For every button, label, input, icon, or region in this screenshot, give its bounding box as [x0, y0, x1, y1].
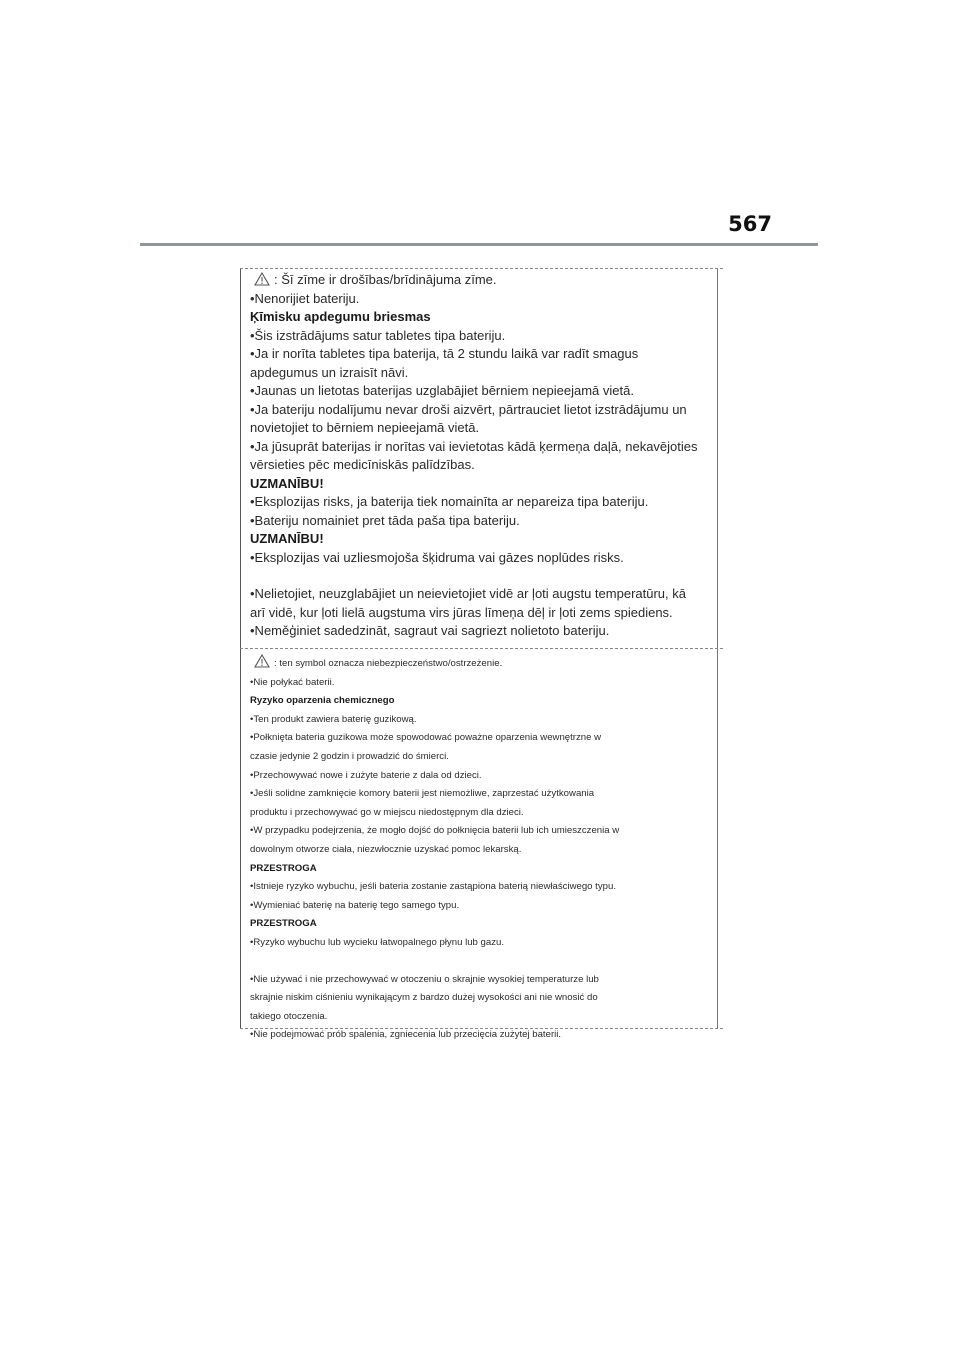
polish-text-line: •Nie podejmować prób spalenia, zgniecenia lub przecięcia zużytej baterii.	[250, 1029, 562, 1041]
frame-section-divider	[240, 648, 723, 649]
header-rule	[140, 243, 818, 246]
latvian-warning-section	[250, 271, 710, 641]
polish-heading-line: PRZESTROGA	[250, 862, 317, 874]
latvian-heading-line: UZMANĪBU!	[250, 531, 324, 546]
latvian-text-line: •Jaunas un lietotas baterijas uzglabājiet bērniem nepieejamā vietā.	[250, 383, 634, 398]
latvian-text-line: •Eksplozijas vai uzliesmojoša šķidruma vai gāzes noplūdes risks.	[250, 549, 624, 565]
polish-text-line: •Połknięta bateria guzikowa może spowodować poważne oparzenia wewnętrzne w	[250, 732, 602, 744]
polish-text-line: •Istnieje ryzyko wybuchu, jeśli bateria zostanie zastąpiona baterią niewłaściwego typu.	[250, 881, 616, 893]
polish-heading-line: Ryzyko oparzenia chemicznego	[250, 695, 395, 707]
polish-symbol-note	[250, 654, 710, 674]
polish-symbol-note-text: : ten symbol oznacza niebezpieczeństwo/ostrzeżenie.	[274, 658, 503, 669]
polish-text-line: •Nie używać i nie przechowywać w otoczeniu o skrajnie wysokiej temperaturze lub	[250, 973, 599, 985]
latvian-heading-line: Ķīmisku apdegumu briesmas	[250, 309, 431, 324]
polish-text-line: takiego otoczenia.	[250, 1010, 328, 1022]
polish-text-line: produktu i przechowywać go w miejscu niedostępnym dla dzieci.	[250, 806, 524, 818]
polish-warning-section	[250, 654, 710, 1045]
latvian-text-line: •Ja jūsuprāt baterijas ir norītas vai ievietotas kādā ķermeņa daļā, nekavējoties	[250, 438, 698, 454]
latvian-text-line: arī vidē, kur ļoti lielā augstuma virs jūras līmeņa dēļ ir ļoti zems spiediens.	[250, 604, 673, 620]
latvian-text-line: •Šis izstrādājums satur tabletes tipa bateriju.	[250, 327, 506, 343]
polish-text-line: •Przechowywać nowe i zużyte baterie z dala od dzieci.	[250, 769, 482, 781]
polish-text-line: skrajnie niskim ciśnieniu wynikającym z bardzo dużej wysokości ani nie wnosić do	[250, 992, 598, 1004]
latvian-text-line: •Bateriju nomainiet pret tāda paša tipa bateriju.	[250, 512, 520, 528]
latvian-text-line: •Neměģiniet sadedzināt, sagraut vai sagriezt nolietoto bateriju.	[250, 623, 610, 638]
latvian-text-line: •Eksplozijas risks, ja baterija tiek nomainīta ar nepareiza tipa bateriju.	[250, 494, 649, 509]
latvian-paragraph-gap	[250, 567, 710, 585]
polish-text-line: •W przypadku podejrzenia, że mogło dojść do połknięcia baterii lub ich umieszczenia w	[250, 825, 620, 837]
polish-text-line: •Nie połykać baterii.	[250, 676, 335, 688]
latvian-text-line: novietojiet to bērniem nepieejamā vietā.	[250, 420, 480, 435]
latvian-lines	[250, 290, 710, 641]
latvian-symbol-note-text: : Šī zīme ir drošības/brīdinājuma zīme.	[274, 272, 497, 287]
polish-text-line: •Ten produkt zawiera baterię guzikową.	[250, 713, 417, 725]
latvian-text-line: •Ja ir norīta tabletes tipa baterija, tā 2 stundu laikā var radīt smagus	[250, 346, 639, 361]
latvian-heading-line: UZMANĪBU!	[250, 475, 324, 491]
latvian-text-line: •Nelietojiet, neuzglabājiet un neievietojiet vidē ar ļoti augstu temperatūru, kā	[250, 586, 686, 601]
polish-text-line: •Jeśli solidne zamknięcie komory baterii jest niemożliwe, zaprzestać użytkowania	[250, 788, 595, 800]
polish-heading-line: PRZESTROGA	[250, 918, 317, 930]
page-number: 567	[728, 212, 772, 236]
warning-triangle-icon	[254, 272, 270, 286]
polish-text-line: czasie jedynie 2 godzin i prowadzić do śmierci.	[250, 750, 449, 762]
latvian-symbol-note	[250, 271, 710, 290]
latvian-text-line: •Nenorijiet bateriju.	[250, 290, 360, 306]
latvian-text-line: apdegumus un izraisīt nāvi.	[250, 364, 409, 380]
latvian-text-line: vērsieties pēc medicīniskās palīdzības.	[250, 457, 475, 472]
latvian-text-line: •Ja bateriju nodalījumu nevar droši aizvērt, pārtrauciet lietot izstrādājumu un	[250, 401, 687, 417]
polish-text-line: •Wymieniać baterię na baterię tego samego typu.	[250, 899, 460, 911]
polish-text-line: dowolnym otworze ciała, niezwłocznie uzyskać pomoc lekarską.	[250, 843, 522, 855]
frame-top-border	[240, 268, 723, 269]
polish-text-line: •Ryzyko wybuchu lub wycieku łatwopalnego płynu lub gazu.	[250, 936, 505, 948]
polish-lines	[250, 674, 710, 1045]
polish-paragraph-gap	[250, 953, 710, 971]
warning-triangle-icon	[254, 654, 270, 668]
